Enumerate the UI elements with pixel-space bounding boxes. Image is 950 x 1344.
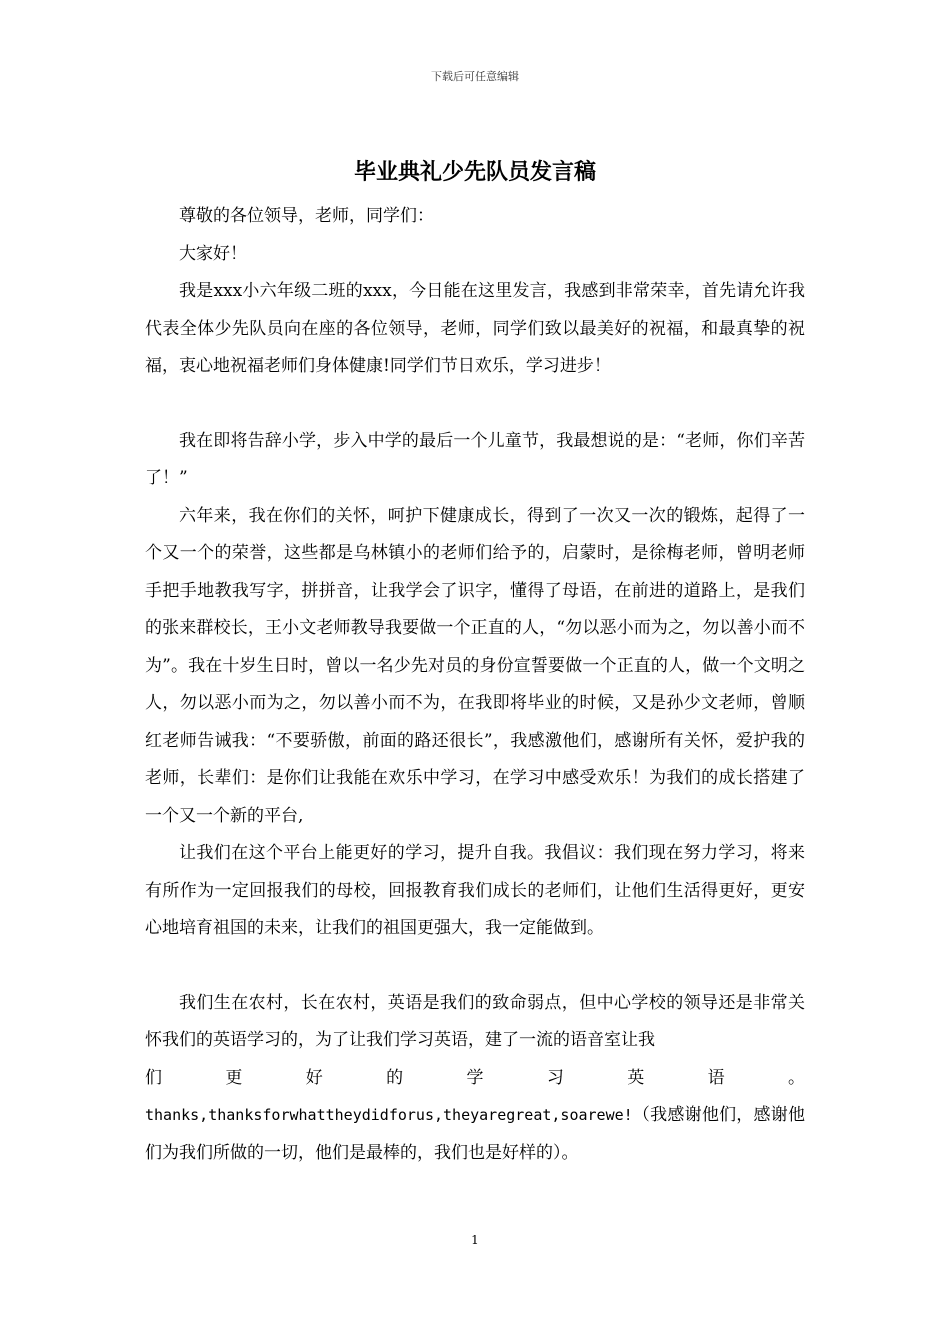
page-number: 1 (471, 1233, 479, 1247)
document-title: 毕业典礼少先队员发言稿 (353, 159, 596, 185)
salutation: 尊敬的各位领导，老师，同学们： (179, 206, 434, 226)
greeting: 大家好！ (179, 243, 247, 264)
paragraph-proposal: 让我们在这个平台上能更好的学习，提升自我。我倡议：我们现在努力学习，将来有所作为一定回报我们的母校，回报教育我们成长的老师们，让他们生活得更好，更安心地培育祖国的未来，让我们的祖国更强大，我一定能做到。 (145, 843, 805, 938)
paragraph-intro: 我是xxx小六年级二班的xxx，今日能在这里发言，我感到非常荣幸，首先请允许我代表全体少先队员向在座的各位领导，老师，同学们致以最美好的祝福，和最真挚的祝福，衷心地祝福老师们身体健康!同学们节日欢乐，学习进步！ (145, 281, 805, 376)
paragraph-gap (145, 948, 805, 985)
paragraph-english-line3 (145, 1097, 805, 1172)
document-body (145, 198, 805, 1172)
paragraph-english-line2: 们 更 好 的 学 习 英 语 。 (145, 1067, 805, 1088)
paragraph-farewell: 我在即将告辞小学，步入中学的最后一个儿童节，我最想说的是：“老师，你们辛苦了！” (145, 430, 805, 488)
english-quote-translation: （我感谢他们，感谢他们为我们所做的一切，他们是最棒的，我们也是好样的）。 (145, 1105, 805, 1163)
english-quote: thanks,thanksforwhattheydidforus,theyaregreat,soarewe! (145, 1106, 633, 1124)
paragraph-gap (145, 386, 805, 423)
paragraph-six-years: 六年来，我在你们的关怀，呵护下健康成长，得到了一次又一次的锻炼，起得了一个又一个的荣誉，这些都是乌林镇小的老师们给予的，启蒙时，是徐梅老师，曾明老师手把手地教我写字，拼拼音，让我学会了识字，懂得了母语，在前进的道路上，是我们的张来群校长，王小文老师教导我要做一个正直的人，“勿以恶小而为之，勿以善小而不为”。我在十岁生日时，曾以一名少先对员的身份宣誓要做一个正直的人，做一个文明之人，勿以恶小而为之，勿以善小而不为，在我即将毕业的时候，又是孙少文老师，曾顺红老师告诫我：“不要骄傲，前面的路还很长”，我感激他们，感谢所有关怀，爱护我的老师，长辈们：是你们让我能在欢乐中学习，在学习中感受欢乐！为我们的成长搭建了一个又一个新的平台, (145, 505, 805, 826)
header-note: 下载后可任意编辑 (431, 70, 519, 83)
paragraph-english-line1: 我们生在农村，长在农村，英语是我们的致命弱点，但中心学校的领导还是非常关怀我们的英语学习的，为了让我们学习英语，建了一流的语音室让我 (145, 992, 805, 1050)
